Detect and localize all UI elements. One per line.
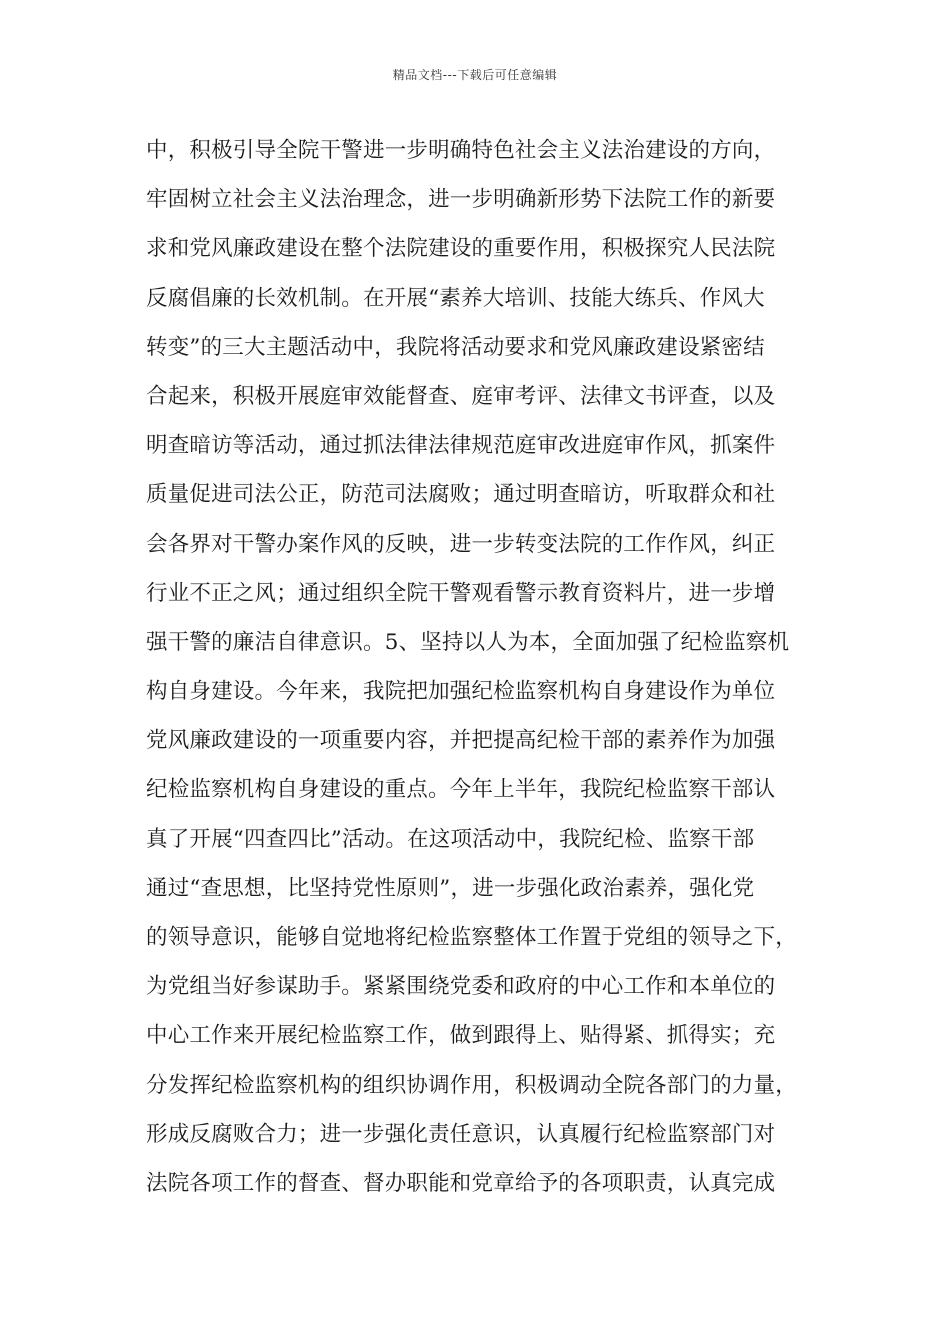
body-text xyxy=(146,126,836,1208)
text-line: 求和党风廉政建设在整个法院建设的重要作用，积极探究人民法院 xyxy=(146,236,776,262)
text-line: 通过“查思想，比坚持党性原则”，进一步强化政治素养，强化党 xyxy=(146,875,755,901)
text-line: 分发挥纪检监察机构的组织协调作用，积极调动全院各部门的力量， xyxy=(146,1072,798,1098)
text-line: 真了开展“四查四比”活动。在这项活动中，我院纪检、监察干部 xyxy=(146,826,755,852)
text-line: 中，积极引导全院干警进一步明确特色社会主义法治建设的方向， xyxy=(146,138,776,163)
text-line: 合起来，积极开展庭审效能督查、庭审考评、法律文书评查，以及 xyxy=(146,383,776,409)
text-line: 反腐倡廉的长效机制。在开展“素养大培训、技能大练兵、作风大 xyxy=(146,285,765,311)
text-line: 法院各项工作的督查、督办职能和党章给予的各项职责，认真完成 xyxy=(146,1170,776,1196)
text-line: 强干警的廉洁自律意识。5、坚持以人为本，全面加强了纪检监察机 xyxy=(146,629,790,655)
text-line: 形成反腐败合力；进一步强化责任意识，认真履行纪检监察部门对 xyxy=(146,1121,776,1147)
text-line: 党风廉政建设的一项重要内容，并把提高纪检干部的素养作为加强 xyxy=(146,728,776,754)
text-line: 行业不正之风；通过组织全院干警观看警示教育资料片，进一步增 xyxy=(146,580,776,606)
text-line: 会各界对干警办案作风的反映，进一步转变法院的工作作风，纠正 xyxy=(146,531,776,557)
text-line: 明查暗访等活动，通过抓法律法律规范庭审改进庭审作风，抓案件 xyxy=(146,433,776,459)
text-line: 中心工作来开展纪检监察工作，做到跟得上、贴得紧、抓得实；充 xyxy=(146,1023,776,1049)
text-line: 的领导意识，能够自觉地将纪检监察整体工作置于党组的领导之下， xyxy=(146,925,798,950)
text-line: 牢固树立社会主义法治理念，进一步明确新形势下法院工作的新要 xyxy=(146,187,776,213)
text-line: 质量促进司法公正，防范司法腐败；通过明查暗访，听取群众和社 xyxy=(146,482,776,508)
text-line: 构自身建设。今年来，我院把加强纪检监察机构自身建设作为单位 xyxy=(146,679,776,705)
text-line: 纪检监察机构自身建设的重点。今年上半年，我院纪检监察干部认 xyxy=(146,777,776,803)
text-line: 为党组当好参谋助手。紧紧围绕党委和政府的中心工作和本单位的 xyxy=(146,974,776,1000)
page-header: 精品文档---下载后可任意编辑 xyxy=(392,68,558,82)
text-line: 转变”的三大主题活动中，我院将活动要求和党风廉政建设紧密结 xyxy=(146,334,765,360)
